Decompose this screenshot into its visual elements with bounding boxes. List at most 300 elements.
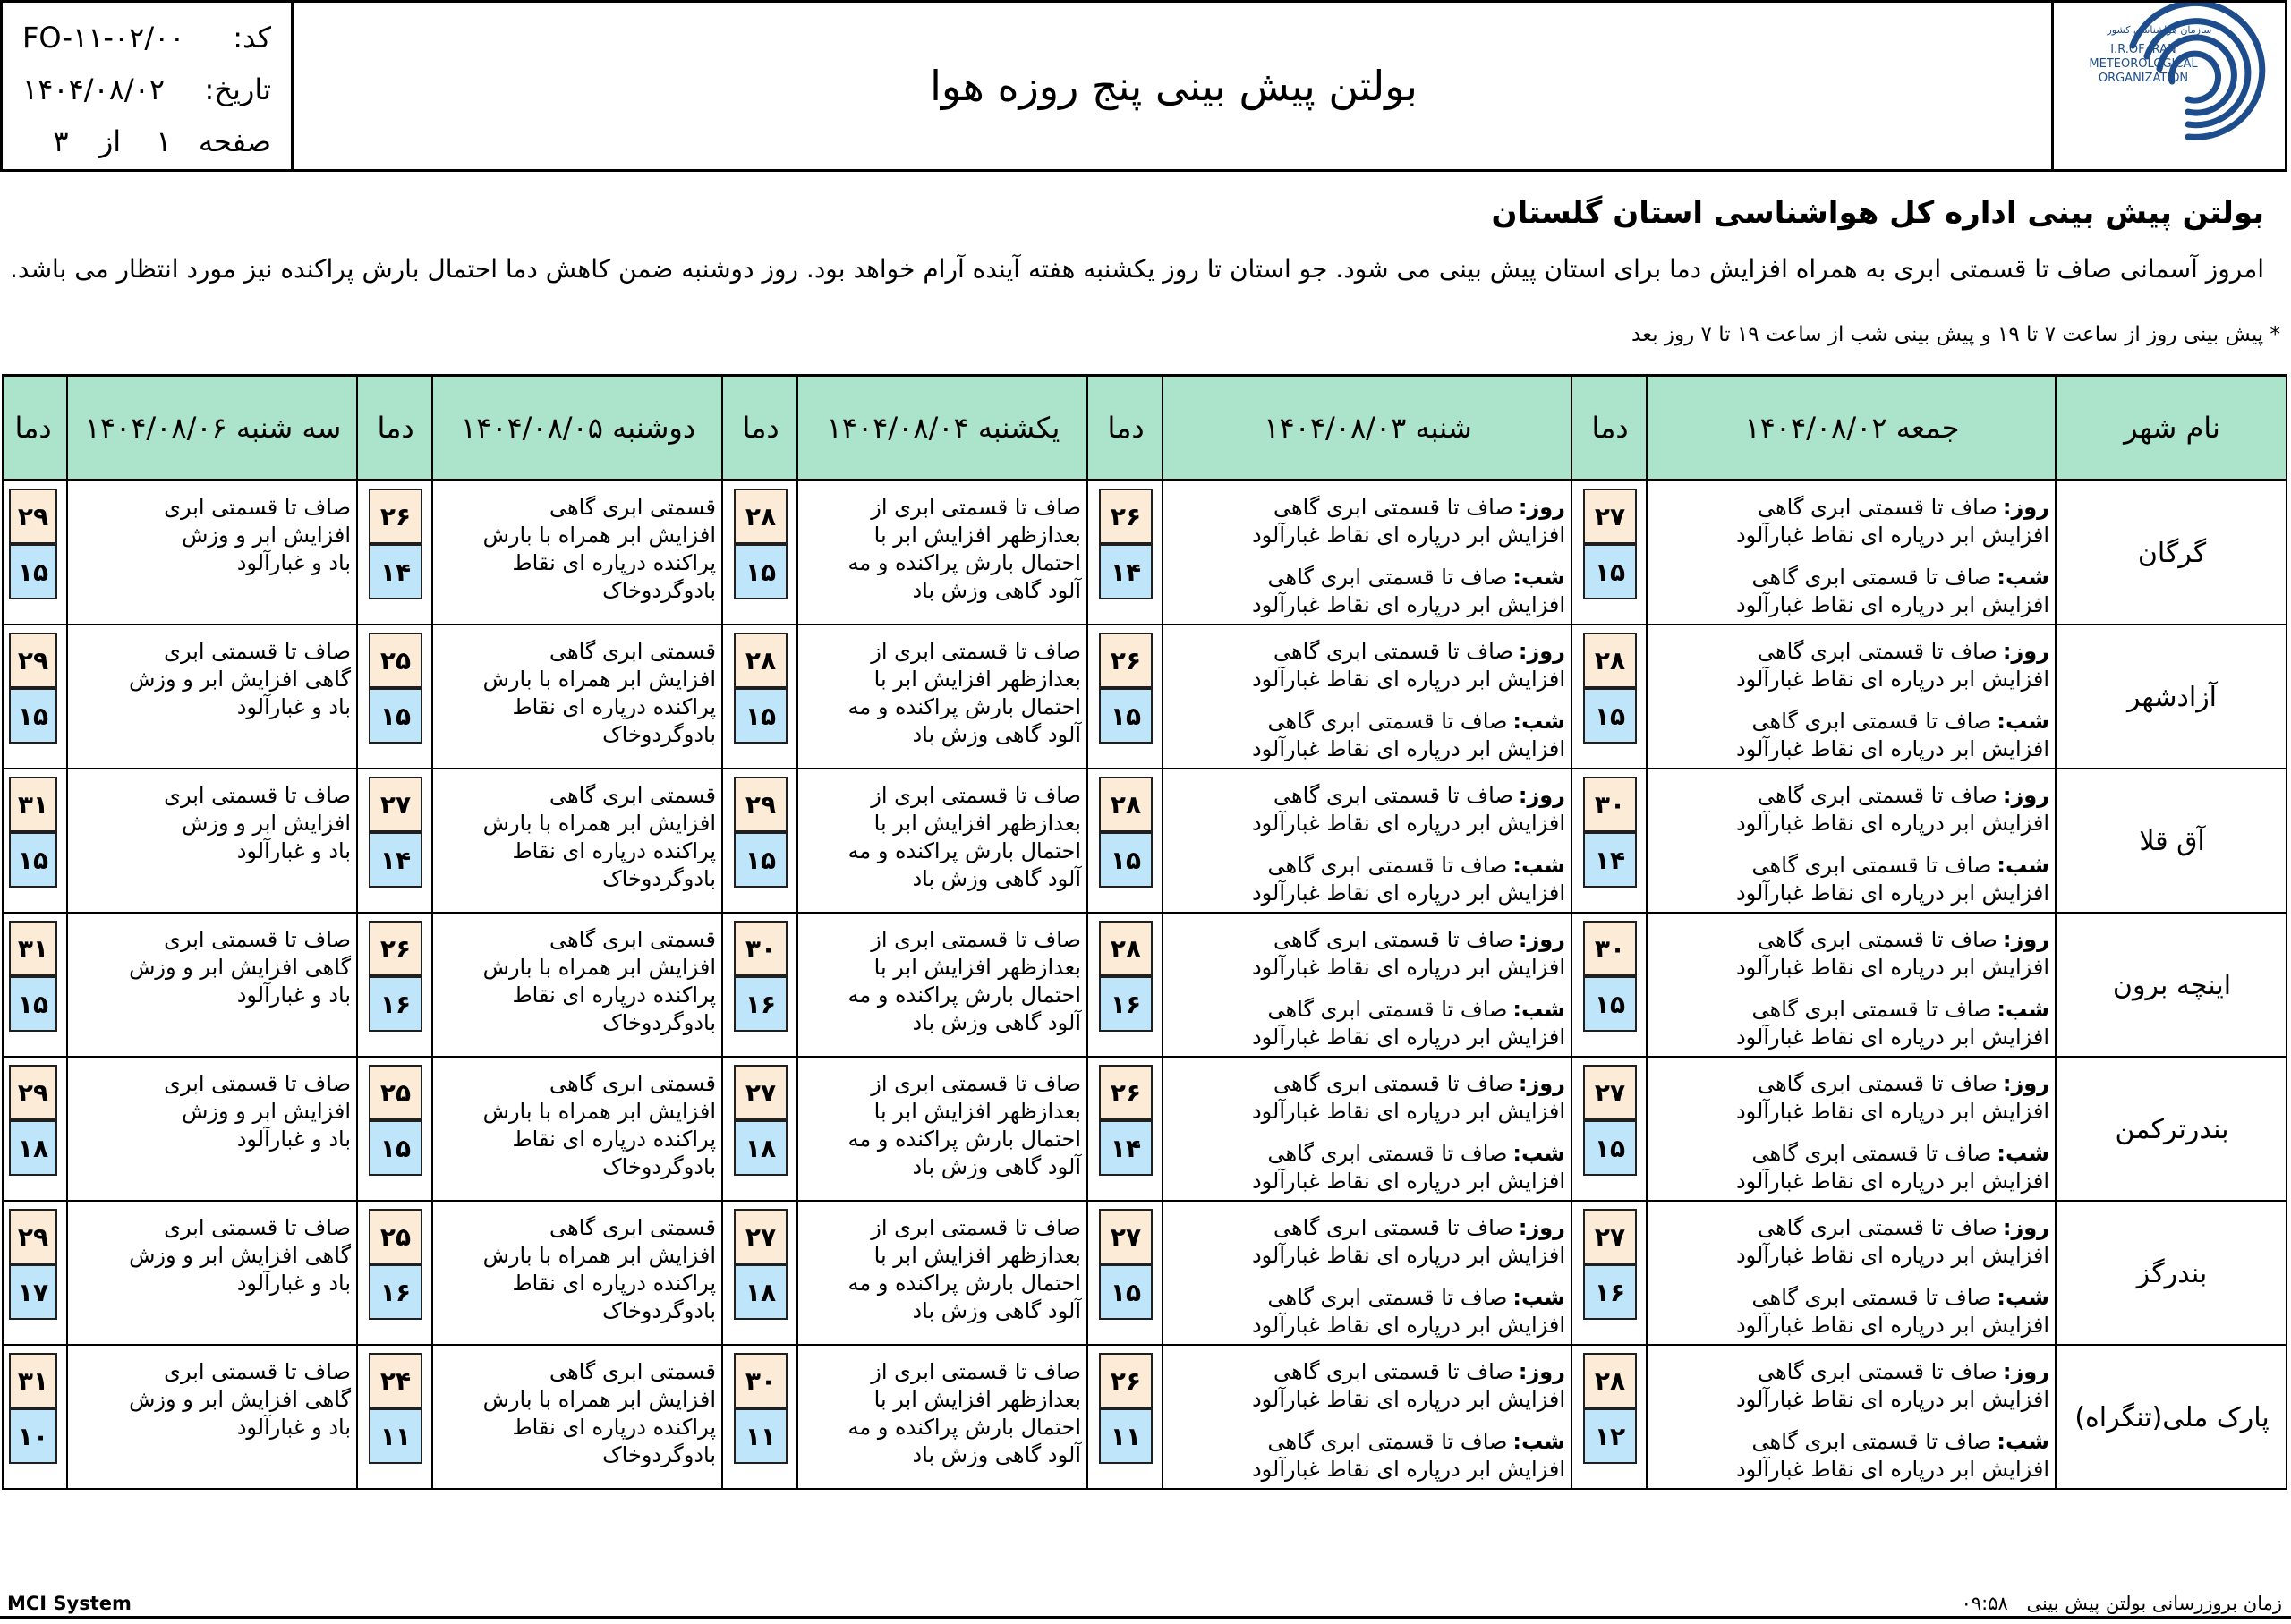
description-text: صاف تا قسمتی ابری از <box>871 1359 1081 1384</box>
description-line <box>1653 1242 2049 1270</box>
night-label: شب: <box>1997 709 2049 734</box>
description-text: قسمتی ابری گاهی <box>549 495 716 520</box>
forecast-description <box>1653 494 2053 619</box>
min-temperature: ۱۵ <box>9 976 57 1032</box>
min-temperature: ۱۶ <box>1583 1264 1637 1320</box>
description-line <box>1653 1070 2049 1098</box>
update-time <box>1962 1593 2282 1614</box>
min-temperature: ۱۴ <box>369 544 422 599</box>
max-temperature: ۲۹ <box>9 1209 57 1264</box>
description-text: صاف تا قسمتی ابری <box>164 927 351 952</box>
forecast-description <box>804 1070 1085 1181</box>
description-line <box>1653 1312 2049 1339</box>
description-line <box>804 926 1081 954</box>
description-line <box>1169 666 1565 693</box>
max-temperature: ۲۴ <box>369 1353 422 1408</box>
description-line <box>439 577 716 605</box>
forecast-description <box>1169 926 1569 1051</box>
night-label: شب: <box>1997 1285 2049 1310</box>
max-temperature: ۳۰ <box>734 921 788 976</box>
date-value: ۱۴۰۴/۰۸/۰۲ <box>22 72 166 106</box>
description-text: آلود گاهی وزش باد <box>912 578 1081 603</box>
description-text: افزایش ابر درپاره ای نقاط غبارآلود <box>1735 1387 2049 1412</box>
description-line <box>1653 1214 2049 1242</box>
description-text: صاف تا قسمتی ابری گاهی <box>1757 1215 1997 1240</box>
description-text: صاف تا قسمتی ابری گاهی <box>1751 565 1992 590</box>
description-text: صاف تا قسمتی ابری گاهی <box>1757 495 1997 520</box>
description-text: احتمال بارش پراکنده و مه <box>847 982 1081 1008</box>
description-line <box>804 693 1081 721</box>
min-temperature: ۱۶ <box>369 1264 422 1320</box>
night-label: شب: <box>1512 997 1565 1022</box>
page-of: از <box>98 124 122 158</box>
day-label: روز: <box>1518 927 1565 952</box>
max-temperature: ۳۰ <box>1583 777 1637 832</box>
description-text: صاف تا قسمتی ابری <box>164 639 351 664</box>
description-line <box>804 1214 1081 1242</box>
description-line <box>73 549 351 577</box>
forecast-description <box>1169 494 1569 619</box>
description-text: افزایش ابر درپاره ای نقاط غبارآلود <box>1735 955 2049 980</box>
day-column-header: شنبه ۱۴۰۴/۰۸/۰۳ <box>1264 411 1472 445</box>
logo-english-text: METEOROLOGICAL <box>2089 57 2198 71</box>
page-current: ۱ <box>156 124 172 158</box>
forecast-description <box>73 494 354 577</box>
description-text: صاف تا قسمتی ابری گاهی <box>1267 709 1508 734</box>
description-text: پراکنده درپاره ای نقاط <box>512 982 716 1008</box>
city-name: آزادشهر <box>2126 682 2218 713</box>
description-text: صاف تا قسمتی ابری گاهی <box>1273 495 1513 520</box>
column-divider <box>721 374 723 1490</box>
column-divider <box>356 374 358 1490</box>
description-text: گاهی افزایش ابر و وزش <box>129 1243 351 1268</box>
description-line <box>1169 1428 1565 1456</box>
description-text: پراکنده درپاره ای نقاط <box>512 1271 716 1296</box>
description-text: آلود گاهی وزش باد <box>912 722 1081 747</box>
description-line <box>1169 782 1565 810</box>
description-text: افزایش ابر درپاره ای نقاط غبارآلود <box>1251 1243 1565 1268</box>
forecast-description <box>1169 1214 1569 1339</box>
column-divider <box>1162 374 1163 1490</box>
forecast-description <box>1169 782 1569 907</box>
max-temperature: ۲۶ <box>1099 633 1153 688</box>
description-line <box>1169 1070 1565 1098</box>
max-temperature: ۲۷ <box>369 777 422 832</box>
description-line <box>804 1242 1081 1270</box>
min-temperature: ۱۵ <box>1099 832 1153 888</box>
description-line <box>1653 1098 2049 1126</box>
bulletin-header <box>0 0 2287 172</box>
forecast-description <box>439 1070 720 1181</box>
update-label: زمان بروزرسانی بولتن پیش بینی <box>2026 1593 2282 1614</box>
description-text: صاف تا قسمتی ابری <box>164 495 351 520</box>
description-line <box>804 1270 1081 1297</box>
update-time-value: ۰۹:۵۸ <box>1961 1593 2008 1614</box>
description-text: صاف تا قسمتی ابری گاهی <box>1751 1285 1992 1310</box>
description-text: بعدازظهر افزایش ابر با <box>873 523 1081 548</box>
description-text: قسمتی ابری گاهی <box>549 927 716 952</box>
row-divider <box>2 768 2287 769</box>
min-temperature: ۱۴ <box>1099 1120 1153 1176</box>
description-line <box>1169 926 1565 954</box>
description-text: افزایش ابر همراه با بارش <box>482 811 716 836</box>
description-line <box>73 1270 351 1297</box>
description-text: آلود گاهی وزش باد <box>912 1298 1081 1323</box>
forecast-description <box>439 638 720 749</box>
forecast-description <box>439 926 720 1037</box>
description-text: صاف تا قسمتی ابری <box>164 1071 351 1096</box>
description-text: افزایش ابر همراه با بارش <box>482 955 716 980</box>
night-label: شب: <box>1512 1141 1565 1166</box>
description-line <box>804 865 1081 893</box>
description-text: پراکنده درپاره ای نقاط <box>512 1415 716 1440</box>
description-text: صاف تا قسمتی ابری گاهی <box>1273 639 1513 664</box>
description-text: افزایش ابر و وزش <box>182 1099 351 1124</box>
description-line <box>1653 810 2049 838</box>
description-line <box>1653 666 2049 693</box>
description-line <box>1169 735 1565 763</box>
min-temperature: ۱۵ <box>1583 688 1637 744</box>
max-temperature: ۲۹ <box>9 633 57 688</box>
min-temperature: ۱۱ <box>369 1408 422 1464</box>
day-label: روز: <box>2002 1359 2049 1384</box>
description-line <box>804 782 1081 810</box>
description-line <box>439 1153 716 1181</box>
max-temperature: ۲۹ <box>9 1065 57 1120</box>
description-text: افزایش ابر درپاره ای نقاط غبارآلود <box>1735 1025 2049 1050</box>
description-line <box>73 954 351 982</box>
description-text: افزایش ابر درپاره ای نقاط غبارآلود <box>1251 667 1565 692</box>
description-line <box>1653 1456 2049 1484</box>
description-line <box>439 1009 716 1037</box>
day-column-header: یکشنبه ۱۴۰۴/۰۸/۰۴ <box>826 411 1060 445</box>
forecast-description <box>804 782 1085 893</box>
description-line <box>439 982 716 1009</box>
max-temperature: ۲۶ <box>369 489 422 544</box>
max-temperature: ۲۷ <box>1099 1209 1153 1264</box>
code-label: کد: <box>233 21 271 55</box>
description-line <box>1169 1024 1565 1051</box>
description-line <box>73 1070 351 1098</box>
min-temperature: ۱۵ <box>1099 688 1153 744</box>
night-label: شب: <box>1997 1429 2049 1454</box>
description-text: صاف تا قسمتی ابری از <box>871 783 1081 808</box>
description-text: بادوگردوخاک <box>602 578 716 603</box>
max-temperature: ۳۱ <box>9 921 57 976</box>
day-label: روز: <box>2002 1071 2049 1096</box>
forecast-summary: امروز آسمانی صاف تا قسمتی ابری به همراه افزایش دما برای استان پیش بینی می شود. جو استان تا روز یکشنبه هفته آینده آرام خواهد بود. روز دوشنبه ضمن کاهش دما احتمال بارش پراکنده نیز مورد انتظار می باشد. <box>9 254 2264 284</box>
max-temperature: ۲۸ <box>734 633 788 688</box>
night-label: شب: <box>1512 565 1565 590</box>
min-temperature: ۱۷ <box>9 1264 57 1320</box>
max-temperature: ۳۰ <box>734 1353 788 1408</box>
forecast-description <box>1169 638 1569 763</box>
description-line <box>439 522 716 549</box>
description-line <box>439 549 716 577</box>
day-label: روز: <box>1518 1215 1565 1240</box>
description-line <box>1169 1312 1565 1339</box>
description-line <box>1653 880 2049 907</box>
description-text: صاف تا قسمتی ابری از <box>871 639 1081 664</box>
description-text: افزایش ابر درپاره ای نقاط غبارآلود <box>1735 1243 2049 1268</box>
description-text: افزایش ابر درپاره ای نقاط غبارآلود <box>1735 811 2049 836</box>
max-temperature: ۲۶ <box>369 921 422 976</box>
description-line <box>439 721 716 749</box>
description-text: بعدازظهر افزایش ابر با <box>873 811 1081 836</box>
description-line <box>439 1126 716 1153</box>
logo-english-text: ORGANIZATION <box>2098 72 2189 85</box>
description-line <box>439 865 716 893</box>
column-divider <box>1571 374 1572 1490</box>
description-text: بعدازظهر افزایش ابر با <box>873 667 1081 692</box>
description-text: پراکنده درپاره ای نقاط <box>512 838 716 863</box>
day-column-header: جمعه ۱۴۰۴/۰۸/۰۲ <box>1744 411 1960 445</box>
description-line <box>1169 1456 1565 1484</box>
description-text: صاف تا قسمتی ابری گاهی <box>1757 1071 1997 1096</box>
description-text: افزایش ابر درپاره ای نقاط غبارآلود <box>1735 667 2049 692</box>
day-column-header: دوشنبه ۱۴۰۴/۰۸/۰۵ <box>460 411 696 445</box>
description-text: افزایش ابر درپاره ای نقاط غبارآلود <box>1251 1025 1565 1050</box>
description-line <box>1653 735 2049 763</box>
description-line <box>804 1153 1081 1181</box>
max-temperature: ۲۶ <box>1099 489 1153 544</box>
description-text: صاف تا قسمتی ابری گاهی <box>1273 783 1513 808</box>
description-text: قسمتی ابری گاهی <box>549 783 716 808</box>
min-temperature: ۱۵ <box>1583 976 1637 1032</box>
max-temperature: ۲۸ <box>1583 633 1637 688</box>
description-text: پراکنده درپاره ای نقاط <box>512 694 716 719</box>
description-text: آلود گاهی وزش باد <box>912 1442 1081 1467</box>
description-text: افزایش ابر درپاره ای نقاط غبارآلود <box>1251 523 1565 548</box>
min-temperature: ۱۶ <box>1099 976 1153 1032</box>
description-line <box>1169 880 1565 907</box>
description-line <box>439 1358 716 1386</box>
forecast-description <box>1653 782 2053 907</box>
description-line <box>73 1214 351 1242</box>
description-text: آلود گاهی وزش باد <box>912 866 1081 891</box>
max-temperature: ۲۸ <box>734 489 788 544</box>
description-text: صاف تا قسمتی ابری گاهی <box>1757 639 1997 664</box>
min-temperature: ۱۱ <box>734 1408 788 1464</box>
page-row <box>22 119 271 164</box>
description-line <box>1653 996 2049 1024</box>
description-line <box>1653 638 2049 666</box>
day-label: روز: <box>2002 495 2049 520</box>
description-text: صاف تا قسمتی ابری گاهی <box>1273 1215 1513 1240</box>
description-line <box>804 1070 1081 1098</box>
description-line <box>1169 1098 1565 1126</box>
forecast-description <box>1653 926 2053 1051</box>
day-label: روز: <box>1518 495 1565 520</box>
max-temperature: ۲۷ <box>1583 1209 1637 1264</box>
city-name: پارک ملی(تنگراه) <box>2074 1402 2270 1433</box>
description-text: بادوگردوخاک <box>602 1442 716 1467</box>
description-line <box>1653 1024 2049 1051</box>
description-line <box>804 1358 1081 1386</box>
description-text: گاهی افزایش ابر و وزش <box>129 1387 351 1412</box>
header-dash-divider <box>1646 374 1648 481</box>
header-dash-divider <box>431 374 433 481</box>
min-temperature: ۱۸ <box>734 1120 788 1176</box>
min-temperature: ۱۵ <box>369 1120 422 1176</box>
date-row <box>22 67 271 112</box>
description-text: صاف تا قسمتی ابری از <box>871 1071 1081 1096</box>
description-text: افزایش ابر درپاره ای نقاط غبارآلود <box>1251 1099 1565 1124</box>
max-temperature: ۲۷ <box>734 1065 788 1120</box>
forecast-note: * پیش بینی روز از ساعت ۷ تا ۱۹ و پیش بینی شب از ساعت ۱۹ تا ۷ روز بعد <box>1631 323 2280 346</box>
city-column-header: نام شهر <box>2124 411 2220 445</box>
description-text: بعدازظهر افزایش ابر با <box>873 1387 1081 1412</box>
description-line <box>804 1009 1081 1037</box>
description-line <box>804 666 1081 693</box>
description-text: افزایش ابر درپاره ای نقاط غبارآلود <box>1735 880 2049 906</box>
description-line <box>1169 1242 1565 1270</box>
day-label: روز: <box>1518 783 1565 808</box>
description-line <box>1169 954 1565 982</box>
description-text: قسمتی ابری گاهی <box>549 1359 716 1384</box>
description-text: احتمال بارش پراکنده و مه <box>847 1415 1081 1440</box>
row-divider <box>2 1344 2287 1346</box>
description-line <box>1169 522 1565 549</box>
forecast-description <box>439 782 720 893</box>
description-line <box>1653 1386 2049 1414</box>
description-text: احتمال بارش پراکنده و مه <box>847 550 1081 575</box>
max-temperature: ۲۸ <box>1583 1353 1637 1408</box>
description-line <box>73 522 351 549</box>
description-line <box>804 522 1081 549</box>
forecast-description <box>73 782 354 865</box>
min-temperature: ۱۵ <box>9 688 57 744</box>
forecast-description <box>73 1358 354 1441</box>
description-line <box>439 1270 716 1297</box>
description-text: قسمتی ابری گاهی <box>549 639 716 664</box>
forecast-description <box>1169 1358 1569 1484</box>
header-dash-divider <box>1162 374 1163 481</box>
description-line <box>73 926 351 954</box>
description-text: صاف تا قسمتی ابری گاهی <box>1751 997 1992 1022</box>
logo-english-text: I.R.OF IRAN <box>2110 43 2176 56</box>
description-text: آلود گاهی وزش باد <box>912 1154 1081 1179</box>
description-line <box>73 666 351 693</box>
description-text: آلود گاهی وزش باد <box>912 1010 1081 1035</box>
description-text: افزایش ابر همراه با بارش <box>482 667 716 692</box>
max-temperature: ۲۵ <box>369 633 422 688</box>
description-line <box>73 1126 351 1153</box>
description-line <box>804 494 1081 522</box>
description-line <box>804 810 1081 838</box>
temp-column-header: دما <box>742 411 779 445</box>
section-title: بولتن پیش بینی اداره کل هواشناسی استان گلستان <box>1491 195 2264 231</box>
forecast-description <box>1653 1214 2053 1339</box>
description-text: صاف تا قسمتی ابری گاهی <box>1267 997 1508 1022</box>
min-temperature: ۱۵ <box>9 544 57 599</box>
description-line <box>804 982 1081 1009</box>
temp-column-header: دما <box>1591 411 1629 445</box>
night-label: شب: <box>1997 565 2049 590</box>
description-line <box>439 1297 716 1325</box>
row-divider <box>2 1200 2287 1202</box>
forecast-description <box>73 1214 354 1297</box>
min-temperature: ۱۵ <box>1099 1264 1153 1320</box>
description-text: بادوگردوخاک <box>602 1298 716 1323</box>
description-line <box>73 782 351 810</box>
description-line <box>73 1098 351 1126</box>
max-temperature: ۳۰ <box>1583 921 1637 976</box>
night-label: شب: <box>1512 1429 1565 1454</box>
description-text: افزایش ابر و وزش <box>182 523 351 548</box>
description-line <box>73 494 351 522</box>
min-temperature: ۱۲ <box>1583 1408 1637 1464</box>
forecast-description <box>439 1358 720 1469</box>
description-text: احتمال بارش پراکنده و مه <box>847 1271 1081 1296</box>
forecast-description <box>804 638 1085 749</box>
description-text: صاف تا قسمتی ابری گاهی <box>1267 565 1508 590</box>
description-text: باد و غبارآلود <box>236 1271 351 1296</box>
forecast-description <box>73 926 354 1009</box>
description-text: قسمتی ابری گاهی <box>549 1215 716 1240</box>
forecast-description <box>1653 1070 2053 1195</box>
description-line <box>73 1414 351 1441</box>
description-line <box>439 1414 716 1441</box>
min-temperature: ۱۵ <box>9 832 57 888</box>
column-divider <box>66 374 68 1490</box>
forecast-description <box>804 494 1085 605</box>
night-label: شب: <box>1997 1141 2049 1166</box>
description-text: باد و غبارآلود <box>236 550 351 575</box>
city-name: بندرترکمن <box>2115 1114 2229 1145</box>
description-text: افزایش ابر و وزش <box>182 811 351 836</box>
description-text: افزایش ابر درپاره ای نقاط غبارآلود <box>1251 1457 1565 1482</box>
day-label: روز: <box>2002 783 2049 808</box>
description-line <box>439 954 716 982</box>
night-label: شب: <box>1997 997 2049 1022</box>
description-text: بادوگردوخاک <box>602 1010 716 1035</box>
description-text: افزایش ابر درپاره ای نقاط غبارآلود <box>1735 1457 2049 1482</box>
description-line <box>804 549 1081 577</box>
description-text: افزایش ابر همراه با بارش <box>482 1099 716 1124</box>
day-label: روز: <box>1518 1071 1565 1096</box>
max-temperature: ۲۹ <box>9 489 57 544</box>
description-text: صاف تا قسمتی ابری گاهی <box>1273 1071 1513 1096</box>
column-divider <box>1646 374 1648 1490</box>
description-line <box>804 954 1081 982</box>
description-line <box>1169 1214 1565 1242</box>
description-line <box>804 721 1081 749</box>
description-line <box>804 577 1081 605</box>
description-text: احتمال بارش پراکنده و مه <box>847 1127 1081 1152</box>
description-line <box>1653 708 2049 735</box>
min-temperature: ۱۶ <box>734 976 788 1032</box>
description-line <box>73 1358 351 1386</box>
description-line <box>1169 996 1565 1024</box>
description-text: صاف تا قسمتی ابری گاهی <box>1757 1359 1997 1384</box>
description-line <box>1653 954 2049 982</box>
description-line <box>439 1070 716 1098</box>
description-line <box>1169 810 1565 838</box>
column-divider <box>1086 374 1088 1490</box>
city-name: اینچه برون <box>2112 970 2232 1001</box>
description-text: باد و غبارآلود <box>236 694 351 719</box>
description-line <box>73 810 351 838</box>
city-name: گرگان <box>2137 538 2207 569</box>
description-line <box>1169 494 1565 522</box>
description-text: صاف تا قسمتی ابری گاهی <box>1757 927 1997 952</box>
row-divider <box>2 624 2287 625</box>
description-text: افزایش ابر درپاره ای نقاط غبارآلود <box>1251 811 1565 836</box>
description-line <box>1653 494 2049 522</box>
description-line <box>804 838 1081 865</box>
day-label: روز: <box>2002 927 2049 952</box>
